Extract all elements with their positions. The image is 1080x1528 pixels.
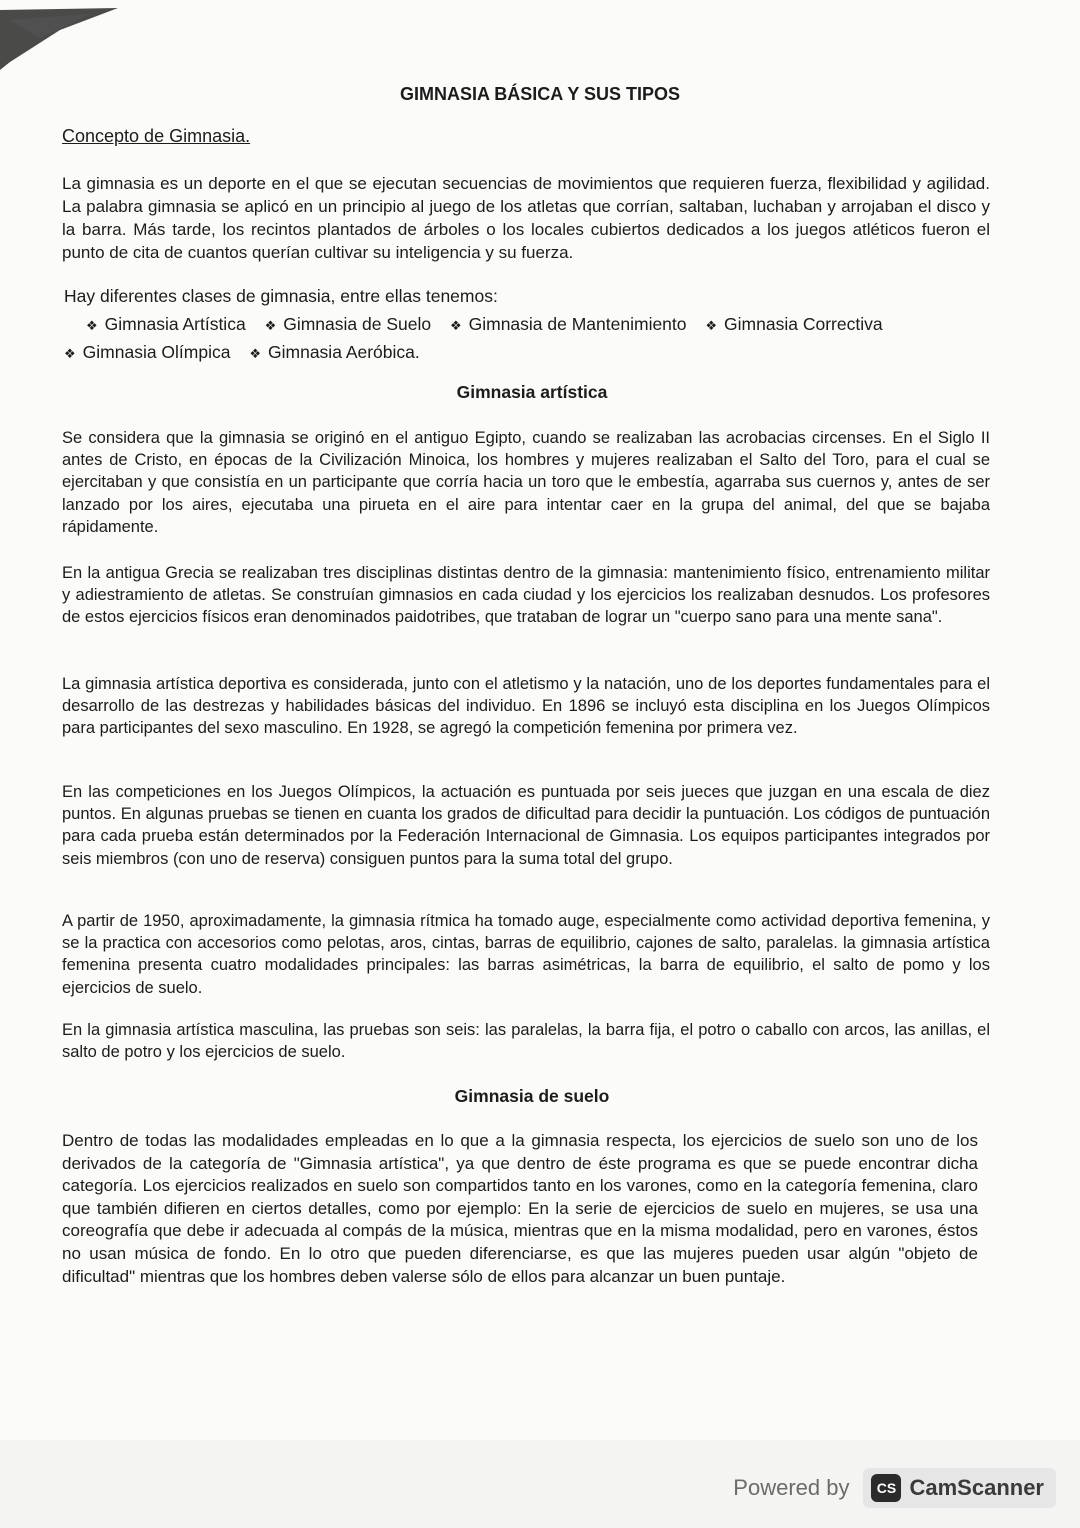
powered-by-label: Powered by	[733, 1475, 850, 1500]
scan-corner-smudge	[0, 0, 130, 80]
camscanner-watermark	[733, 1466, 1056, 1510]
paragraph-grecia: En la antigua Grecia se realizaban tres disciplinas distintas dentro de la gimnasia: mantenimiento físico, entrenamiento militar y adiestramiento de atletas. Se construían gimnasios en cada ciudad y los ejercicios los realizaban desnudos. Los profesores de estos ejercicios físicos eran denominados paidotribes, que trataban de lograr un "cuerpo sano para una mente sana".	[62, 564, 990, 627]
list-item: ❖ Gimnasia Artística	[86, 314, 246, 334]
bullet-icon: ❖	[64, 346, 76, 361]
concept-heading: Concepto de Gimnasia.	[62, 126, 251, 146]
bullet-icon: ❖	[86, 318, 98, 333]
camscanner-badge	[863, 1468, 1056, 1508]
bullet-icon: ❖	[249, 346, 262, 361]
bullet-icon: ❖	[449, 318, 462, 333]
section-heading-suelo: Gimnasia de suelo	[454, 1086, 610, 1106]
camscanner-brand: CamScanner	[909, 1475, 1044, 1500]
camscanner-logo-icon: CS	[871, 1474, 901, 1502]
list-item: ❖ Gimnasia Olímpica	[64, 342, 231, 362]
bullet-icon: ❖	[264, 318, 277, 333]
types-intro: Hay diferentes clases de gimnasia, entre ellas tenemos:	[64, 286, 498, 306]
bullet-icon: ❖	[705, 318, 718, 333]
paragraph-puntuacion: En las competiciones en los Juegos Olímpicos, la actuación es puntuada por seis jueces que juzgan en una escala de diez puntos. En algunas pruebas se tienen en cuanta los grados de dificultad para decidir la puntuación. Los códigos de puntuación para cada prueba están determinados por la Federación Internacional de Gimnasia. Los equipos participantes integrados por seis miembros (con uno de reserva) consiguen puntos para la suma total del grupo.	[62, 783, 990, 868]
paragraph-origen: Se considera que la gimnasia se originó en el antiguo Egipto, cuando se realizaban las acrobacias circenses. En el Siglo II antes de Cristo, en épocas de la Civilización Minoica, los hombres y mujeres realizaban el Salto del Toro, para el cual se ejercitaban y que consistía en un participante que corría hacia un toro que le embestía, agarraba sus cuernos y, antes de ser lanzado por los aires, ejecutaba una pirueta en el aire para intentar caer en la grupa del animal, del que se bajaba rápidamente.	[62, 429, 990, 536]
document-title: GIMNASIA BÁSICA Y SUS TIPOS	[399, 84, 681, 104]
list-item: ❖ Gimnasia Correctiva	[705, 314, 883, 334]
list-item: ❖ Gimnasia de Suelo	[264, 314, 432, 334]
gymnastics-types-list	[64, 311, 990, 367]
paragraph-masculina: En la gimnasia artística masculina, las pruebas son seis: las paralelas, la barra fija, el potro o caballo con arcos, las anillas, el salto de potro y los ejercicios de suelo.	[62, 1021, 990, 1062]
paragraph-suelo: Dentro de todas las modalidades empleadas en lo que a la gimnasia respecta, los ejercicios de suelo son uno de los derivados de la categoría de "Gimnasia artística", ya que dentro de éste programa es que se puede encontrar dicha categoría. Los ejercicios realizados en suelo son compartidos tanto en los varones, como en la categoría femenina, claro que también difieren en ciertos detalles, como por ejemplo: En la serie de ejercicios de suelo en mujeres, se usa una coreografía que debe ir adecuada al compás de la música, mientras que en la misma modalidad, pero en varones, éstos no usan música de fondo. En lo otro que pueden diferenciarse, es que las mujeres pueden usar algún "objeto de dificultad" mientras que los hombres deben valerse sólo de ellos para alcanzar un buen puntaje.	[62, 1131, 978, 1286]
list-item: ❖ Gimnasia Aeróbica.	[249, 342, 420, 362]
paragraph-olimpicos: La gimnasia artística deportiva es considerada, junto con el atletismo y la natación, uno de los deportes fundamentales para el desarrollo de las destrezas y habilidades básicas del individuo. En 1896 se incluyó esta disciplina en los Juegos Olímpicos para participantes del sexo masculino. En 1928, se agregó la competición femenina por primera vez.	[62, 675, 990, 738]
list-item: ❖ Gimnasia de Mantenimiento	[449, 314, 687, 334]
section-heading-artistica: Gimnasia artística	[456, 382, 608, 402]
intro-paragraph: La gimnasia es un deporte en el que se ejecutan secuencias de movimientos que requieren fuerza, flexibilidad y agilidad. La palabra gimnasia se aplicó en un principio al juego de los atletas que corrían, saltaban, luchaban y arrojaban el disco y la barra. Más tarde, los recintos plantados de árboles o los locales cubiertos dedicados a los juegos atléticos fueron el punto de cita de cuantos querían cultivar su inteligencia y su fuerza.	[62, 174, 990, 262]
paragraph-ritmica: A partir de 1950, aproximadamente, la gimnasia rítmica ha tomado auge, especialmente como actividad deportiva femenina, y se la practica con accesorios como pelotas, aros, cintas, barras de equilibrio, cajones de salto, paralelas. la gimnasia artística femenina presenta cuatro modalidades principales: las barras asimétricas, la barra de equilibrio, el salto de pomo y los ejercicios de suelo.	[62, 912, 990, 997]
